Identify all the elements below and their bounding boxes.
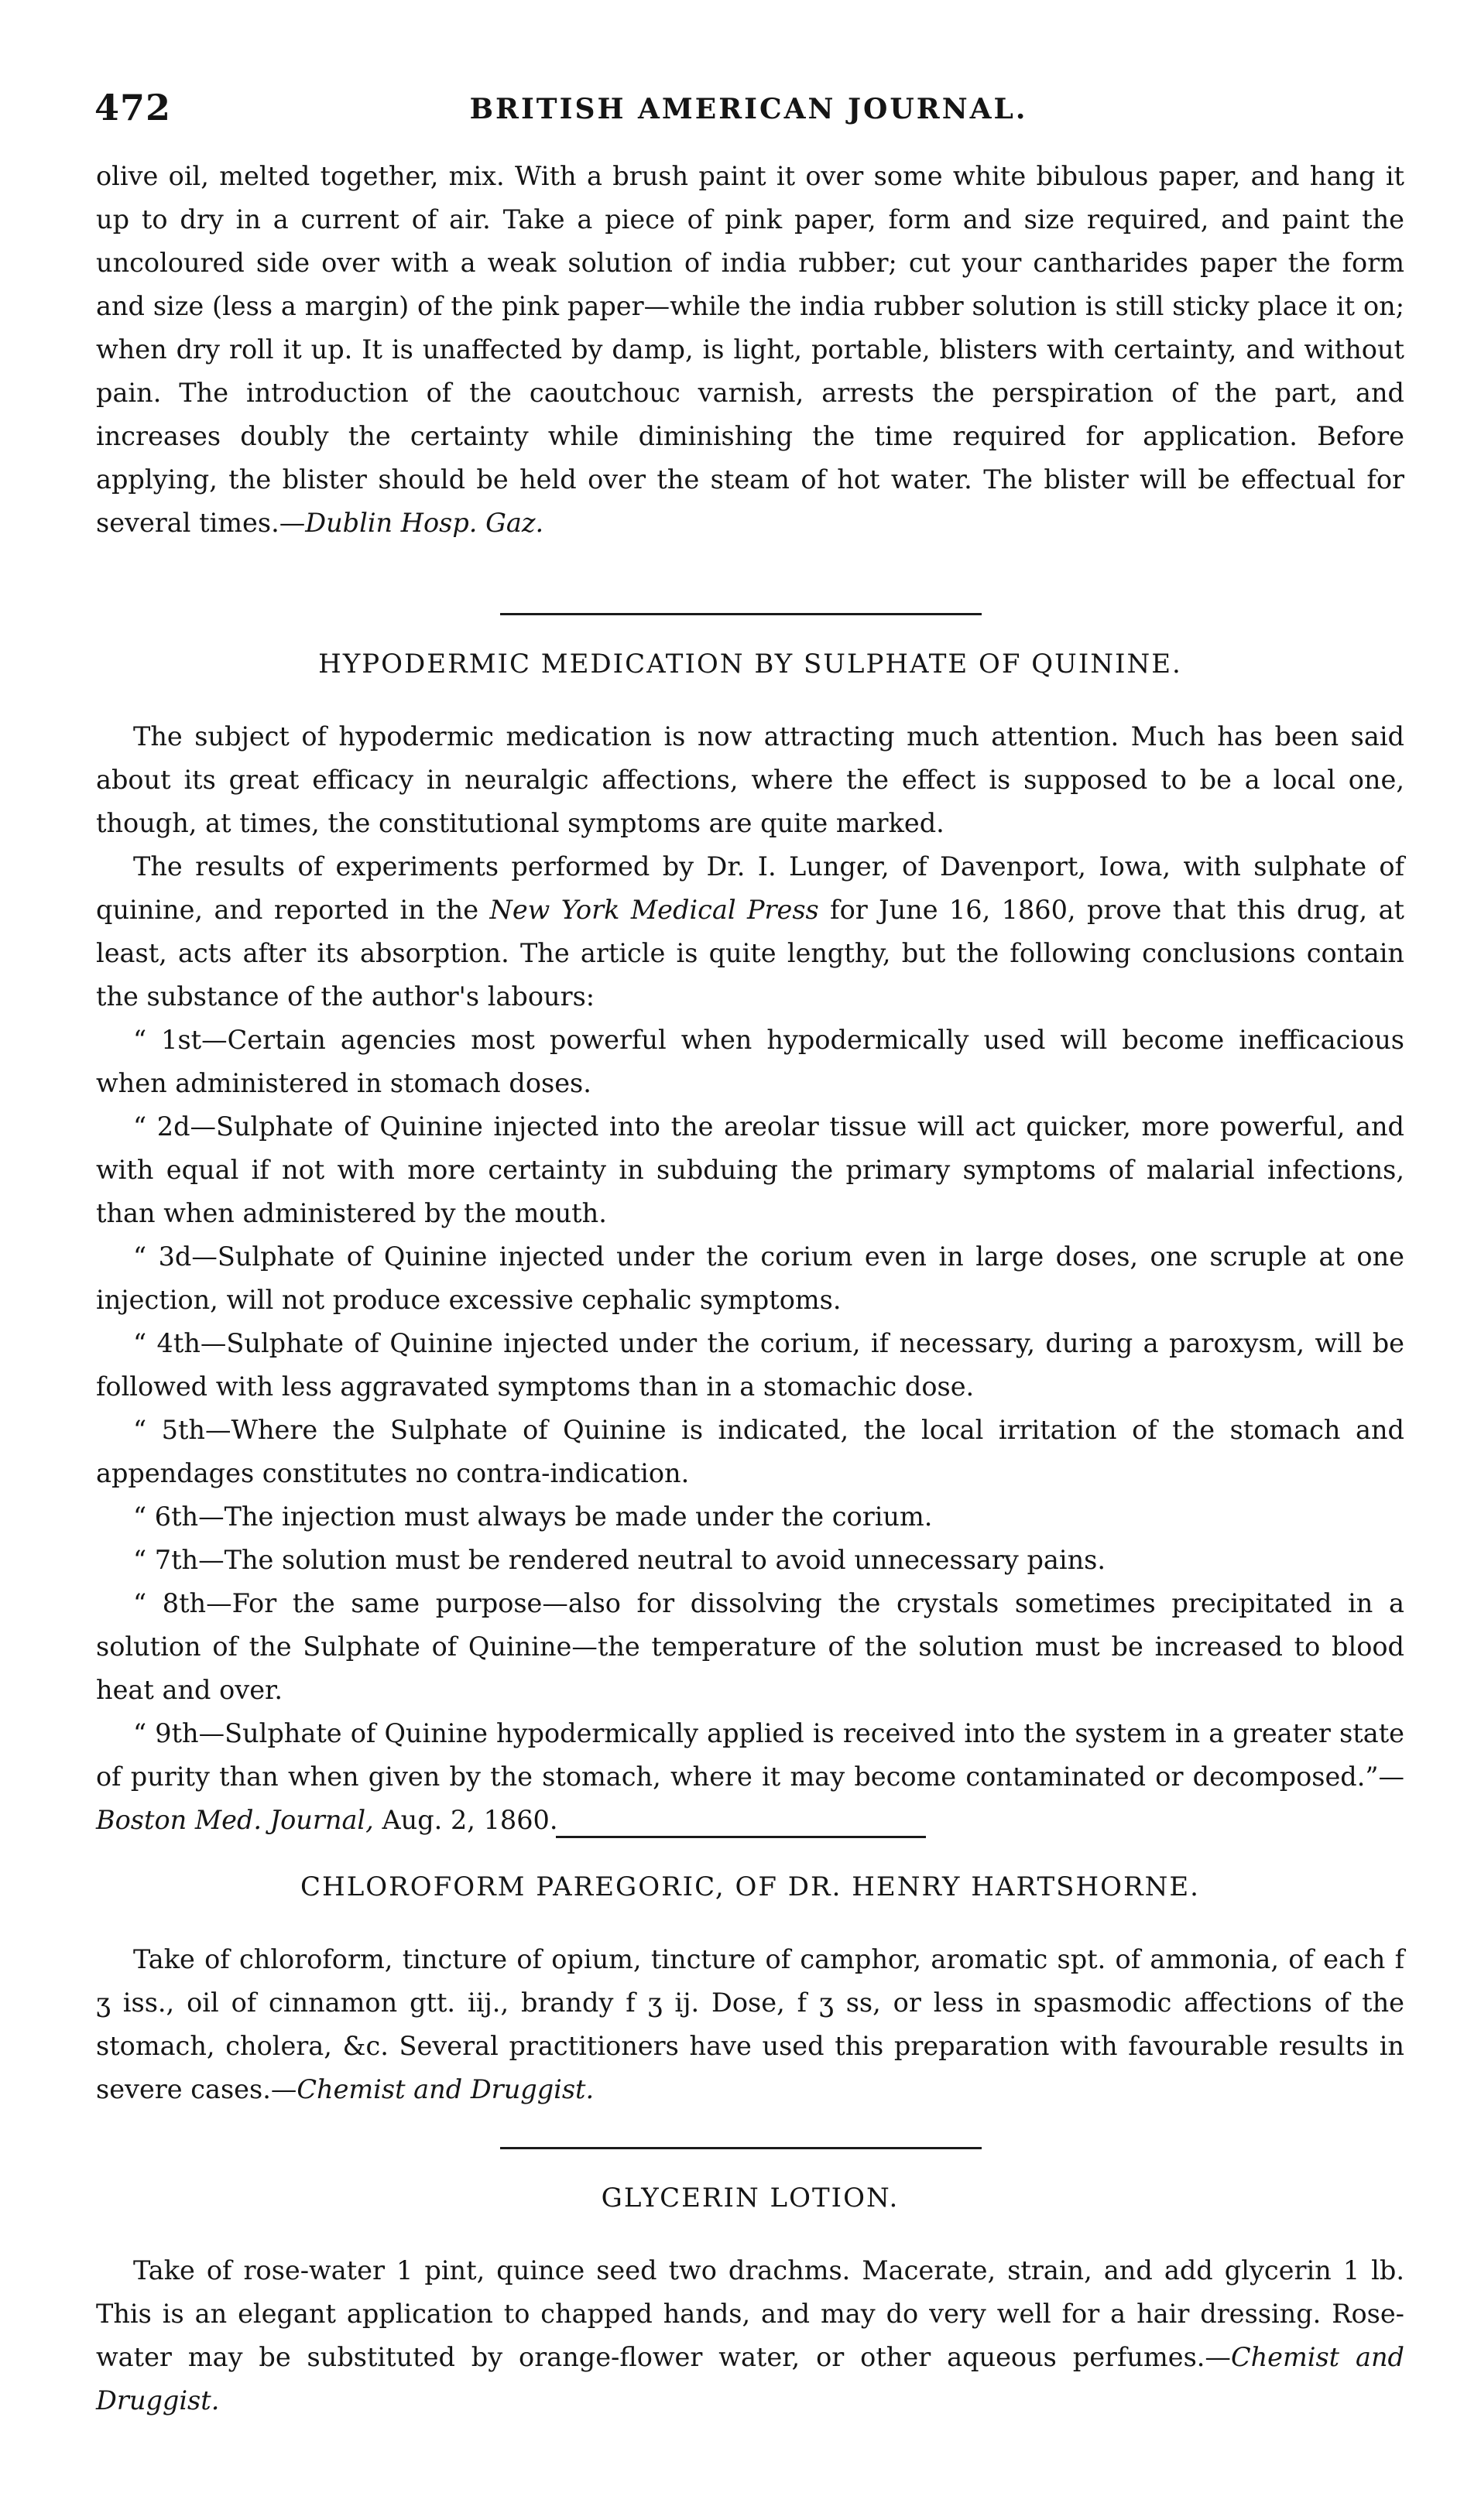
source-citation: Chemist and Druggist.	[96, 2342, 1404, 2416]
source-citation: Boston Med. Journal,	[96, 1805, 374, 1835]
paragraph: The results of experiments performed by Dr. I. Lunger, of Davenport, Iowa, with sulphate of quinine, and reported in the New York Medical Press for June 16, 1860, prove that this drug, at least, acts after its absorption. The article is quite lengthy, but the following conclusions contain the substance of the author's labours:	[96, 851, 1405, 1012]
section-divider	[500, 2147, 982, 2149]
conclusion-item: “ 4th—Sulphate of Quinine injected under the corium, if necessary, during a paroxysm, will be followed with less aggravated symptoms than in a stomachic dose.	[96, 1328, 1404, 1402]
conclusion-item: “ 3d—Sulphate of Quinine injected under the corium even in large doses, one scruple at one injection, will not produce excessive cephalic symptoms.	[96, 1241, 1404, 1315]
section-glycerin-lotion	[96, 2249, 1404, 2422]
source-citation: Chemist and Druggist.	[297, 2074, 595, 2104]
paragraph: The subject of hypodermic medication is now attracting much attention. Much has been said about its great efficacy in neuralgic affections, where the effect is supposed to be a local one, though, at times, the constitutional symptoms are quite marked.	[96, 721, 1404, 838]
section-heading: GLYCERIN LOTION.	[601, 2183, 900, 2214]
conclusion-item: “ 6th—The injection must always be made under the corium.	[133, 1501, 933, 1532]
publication-title: New York Medical Press	[489, 895, 819, 925]
paragraph: Take of rose-water 1 pint, quince seed two drachms. Macerate, strain, and add glycerin 1 lb. This is an elegant application to chapped hands, and may do very well for a hair dressing. Rose-water may be substituted by orange-flower water, or other aqueous perfumes.—Chemist and Druggist.	[96, 2255, 1404, 2416]
paragraph: olive oil, melted together, mix. With a brush paint it over some white bibulous paper, and hang it up to dry in a current of air. Take a piece of pink paper, form and size required, and paint the uncoloured side over with a weak solution of india rubber; cut your cantharides paper the form and size (less a margin) of the pink paper—while the india rubber solution is still sticky place it on; when dry roll it up. It is unaffected by damp, is light, portable, blisters with certainty, and without pain. The introduction of the caoutchouc varnish, arrests the perspiration of the part, and increases doubly the certainty while diminishing the time required for application. Before applying, the blister should be held over the steam of hot water. The blister will be effectual for several times.—Dublin Hosp. Gaz.	[96, 161, 1404, 538]
conclusion-item: “ 7th—The solution must be rendered neutral to avoid unnecessary pains.	[133, 1545, 1106, 1575]
section-heading: HYPODERMIC MEDICATION BY SULPHATE OF QUININE.	[318, 649, 1182, 680]
page-number: 472	[94, 87, 172, 128]
journal-title: BRITISH AMERICAN JOURNAL.	[469, 93, 1028, 125]
paragraph: Take of chloroform, tincture of opium, tincture of camphor, aromatic spt. of ammonia, of each f ʒ iss., oil of cinnamon gtt. iij., brandy f ʒ ij. Dose, f ʒ ss, or less in spasmodic affections of the stomach, cholera, &c. Several practitioners have used this preparation with favourable results in severe cases.—Chemist and Druggist.	[96, 1944, 1404, 2104]
section-divider	[500, 613, 982, 615]
section-cantharides-paper	[96, 155, 1404, 545]
section-chloroform-paregoric	[96, 1938, 1404, 2111]
conclusion-item: “ 8th—For the same purpose—also for dissolving the crystals sometimes precipitated in a solution of the Sulphate of Quinine—the temperature of the solution must be increased to blood heat and over.	[96, 1588, 1404, 1705]
conclusion-item: “ 1st—Certain agencies most powerful when hypodermically used will become inefficacious when administered in stomach doses.	[96, 1025, 1404, 1098]
section-hypodermic-quinine	[96, 715, 1404, 1842]
section-heading: CHLOROFORM PAREGORIC, OF DR. HENRY HARTSHORNE.	[300, 1871, 1200, 1902]
page-header	[94, 87, 1403, 133]
section-divider	[556, 1836, 926, 1838]
conclusion-item: “ 9th—Sulphate of Quinine hypodermically applied is received into the system in a greater state of purity than when given by the stomach, where it may become contaminated or decomposed.”—Boston Med. Journal, Aug. 2, 1860.	[96, 1718, 1404, 1835]
conclusion-item: “ 5th—Where the Sulphate of Quinine is indicated, the local irritation of the stomach and appendages constitutes no contra-indication.	[96, 1415, 1404, 1488]
conclusion-item: “ 2d—Sulphate of Quinine injected into the areolar tissue will act quicker, more powerful, and with equal if not with more certainty in subduing the primary symptoms of malarial infections, than when administered by the mouth.	[96, 1111, 1404, 1228]
source-citation: Dublin Hosp. Gaz.	[305, 508, 544, 538]
